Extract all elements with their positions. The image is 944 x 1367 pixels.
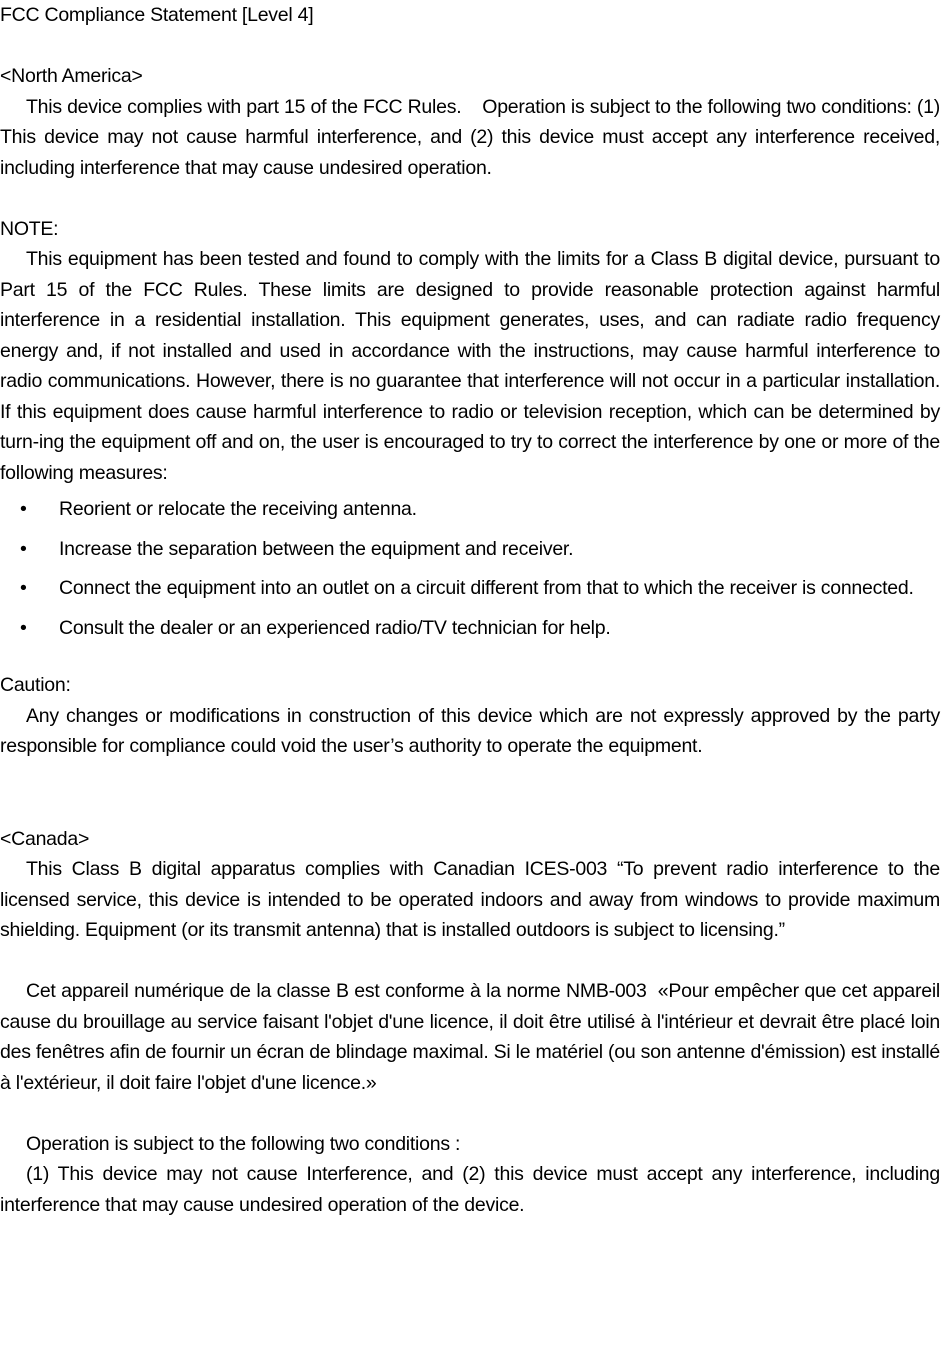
- document-title: FCC Compliance Statement [Level 4]: [0, 4, 314, 26]
- spacer: [0, 31, 940, 62]
- north-america-statement: This device complies with part 15 of the FCC Rules. Operation is subject to the following two conditions: (1) This device may not cause harmful interference, and (2) this device must accept any interference received, including interference that may cause undesired operation.: [0, 95, 940, 179]
- bullet-icon: •: [20, 616, 27, 639]
- list-item: [0, 613, 940, 644]
- canada-heading: <Canada>: [0, 827, 90, 850]
- list-item: [0, 534, 940, 565]
- measures-list: [0, 494, 940, 643]
- conditions-intro: Operation is subject to the following two conditions :: [26, 1132, 461, 1155]
- measure-text: Increase the separation between the equipment and receiver.: [59, 537, 574, 560]
- measure-text: Reorient or relocate the receiving antenna.: [59, 498, 417, 520]
- conditions-text: (1) This device may not cause Interference, and (2) this device must accept any interference, including interference that may cause undesired operation of the device.: [0, 1163, 940, 1216]
- caution-text: Any changes or modifications in construction of this device which are not expressly approved by the party responsible for compliance could void the user’s authority to operate the equipment.: [0, 704, 940, 757]
- list-item: [0, 573, 940, 604]
- bullet-icon: •: [20, 498, 27, 520]
- note-label: NOTE:: [0, 217, 59, 240]
- spacer: [0, 946, 940, 977]
- note-text: This equipment has been tested and found to comply with the limits for a Class B digital device, pursuant to Part 15 of the FCC Rules. These limits are designed to provide reasonable protection against harmful interference in a residential installation. This equipment generates, uses, and can radiate radio frequency energy and, if not installed and used in accordance with the instructions, may cause harmful interference to radio communications. However, there is no guarantee that interference will not occur in a particular installation. If this equipment does cause harmful interference to radio or television reception, which can be determined by turn-ing the equipment off and on, the user is encouraged to try to correct the interference by one or more of the following measures:: [0, 248, 940, 484]
- spacer: [0, 1098, 940, 1129]
- spacer: [0, 183, 940, 214]
- measure-text: Consult the dealer or an experienced radio/TV technician for help.: [59, 616, 611, 639]
- bullet-icon: •: [20, 537, 27, 560]
- caution-label: Caution:: [0, 674, 71, 696]
- canada-french-text: Cet appareil numérique de la classe B est conforme à la norme NMB-003 «Pour empêcher que cet appareil cause du brouillage au service faisant l'objet d'une licence, il doit être utilisé à l'intérieur et devrait être placé loin des fenêtres afin de fournir un écran de blindage maximal. Si le matériel (ou son antenne d'émission) est installé à l'extérieur, il doit faire l'objet d'une licence.»: [0, 980, 940, 1094]
- spacer: [0, 652, 940, 670]
- measure-text: Connect the equipment into an outlet on a circuit different from that to which the receiver is connected.: [59, 577, 914, 599]
- list-item: [0, 494, 940, 525]
- spacer: [0, 762, 940, 824]
- canada-english-text: This Class B digital apparatus complies with Canadian ICES-003 “To prevent radio interference to the licensed service, this device is intended to be operated indoors and away from windows to provide maximum shielding. Equipment (or its transmit antenna) that is installed outdoors is subject to licensing.”: [0, 858, 940, 941]
- north-america-heading: <North America>: [0, 65, 143, 87]
- bullet-icon: •: [20, 577, 27, 599]
